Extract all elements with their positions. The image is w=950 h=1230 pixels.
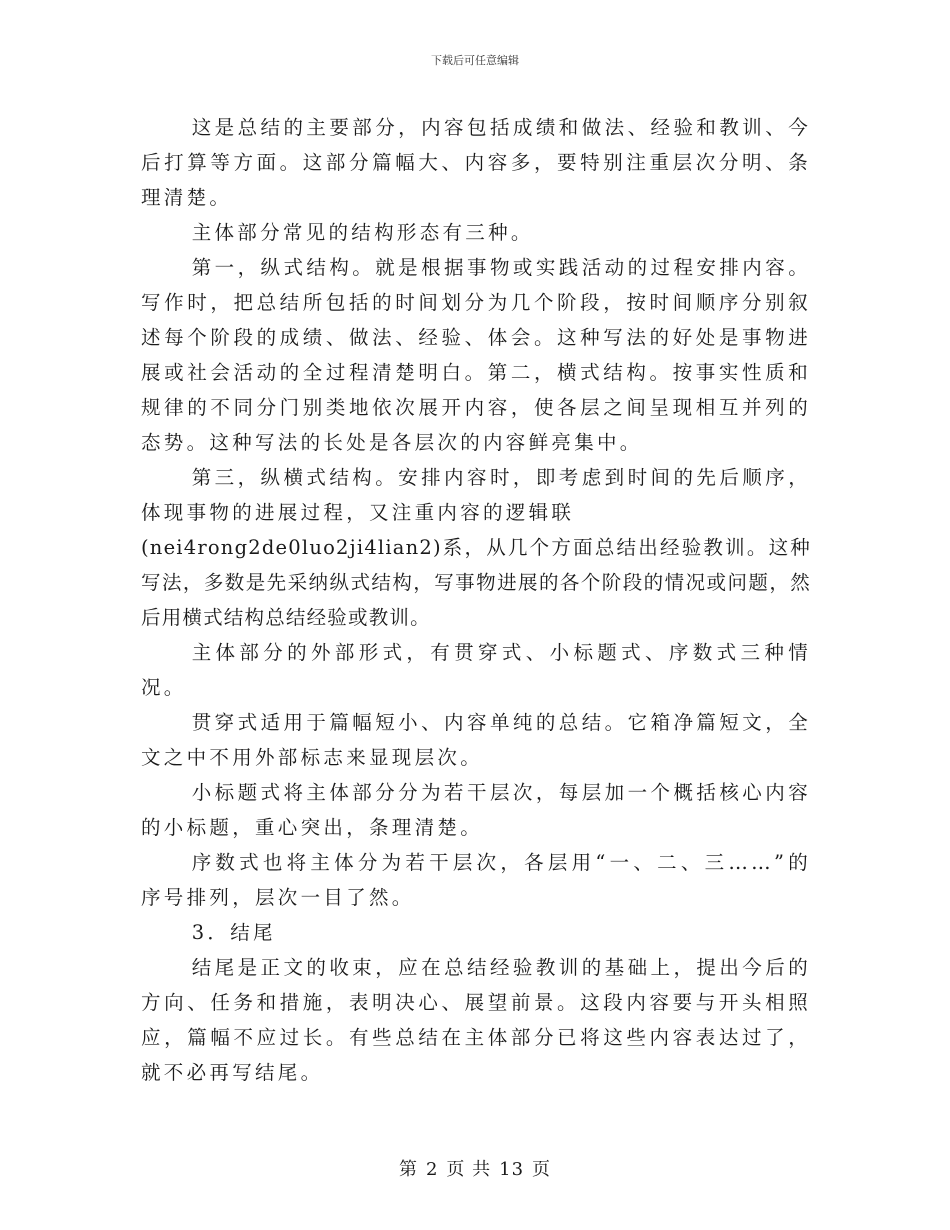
paragraph-external-forms: 主体部分的外部形式，有贯穿式、小标题式、序数式三种情况。 — [141, 641, 811, 699]
section-heading-ending: 3．结尾 — [191, 921, 276, 944]
footer-middle: 页 共 — [446, 1159, 492, 1180]
footer-suffix: 页 — [532, 1159, 552, 1180]
footer-prefix: 第 — [398, 1159, 418, 1180]
paragraph-subtitle-form: 小标题式将主体部分分为若干层次，每层加一个概括核心内容的小标题，重心突出，条理清楚。 — [141, 781, 811, 839]
footer-current-page: 2 — [425, 1159, 439, 1180]
paragraph-ending: 结尾是正文的收束，应在总结经验教训的基础上，提出今后的方向、任务和措施，表明决心、展望前景。这段内容要与开头相照应，篇幅不应过长。有些总结在主体部分已将这些内容表达过了，就不必再写结尾。 — [141, 956, 811, 1084]
paragraph-combined-structure: 第三，纵横式结构。安排内容时，即考虑到时间的先后顺序，体现事物的进展过程，又注重内容的逻辑联 — [141, 466, 811, 524]
paragraph-vertical-horizontal: 第一，纵式结构。就是根据事物或实践活动的过程安排内容。写作时，把总结所包括的时间划分为几个阶段，按时间顺序分别叙述每个阶段的成绩、做法、经验、体会。这种写法的好处是事物进展或社会活动的全过程清楚明白。第二，横式结构。按事实性质和规律的不同分门别类地依次展开内容，使各层之间呈现相互并列的态势。这种写法的长处是各层次的内容鲜亮集中。 — [141, 256, 811, 454]
paragraph-structure-intro: 主体部分常见的结构形态有三种。 — [191, 221, 534, 244]
footer-total-pages: 13 — [499, 1159, 525, 1180]
paragraph-throughout-form: 贯穿式适用于篇幅短小、内容单纯的总结。它箱净篇短文，全文之中不用外部标志来显现层次。 — [141, 711, 811, 769]
page-header-note: 下载后可任意编辑 — [431, 54, 519, 67]
page-number-footer — [0, 1155, 950, 1181]
paragraph-main-part: 这是总结的主要部分，内容包括成绩和做法、经验和教训、今后打算等方面。这部分篇幅大、内容多，要特别注重层次分明、条理清楚。 — [141, 116, 811, 209]
paragraph-combined-structure-cont: (nei4rong2de0luo2ji4lian2)系，从几个方面总结出经验教训。这种写法，多数是先采纳纵式结构，写事物进展的各个阶段的情况或问题，然后用横式结构总结经验或教训。 — [141, 536, 811, 629]
document-body — [141, 110, 811, 1090]
paragraph-ordinal-form: 序数式也将主体分为若干层次，各层用“一、二、三……”的序号排列，层次一目了然。 — [141, 851, 811, 909]
